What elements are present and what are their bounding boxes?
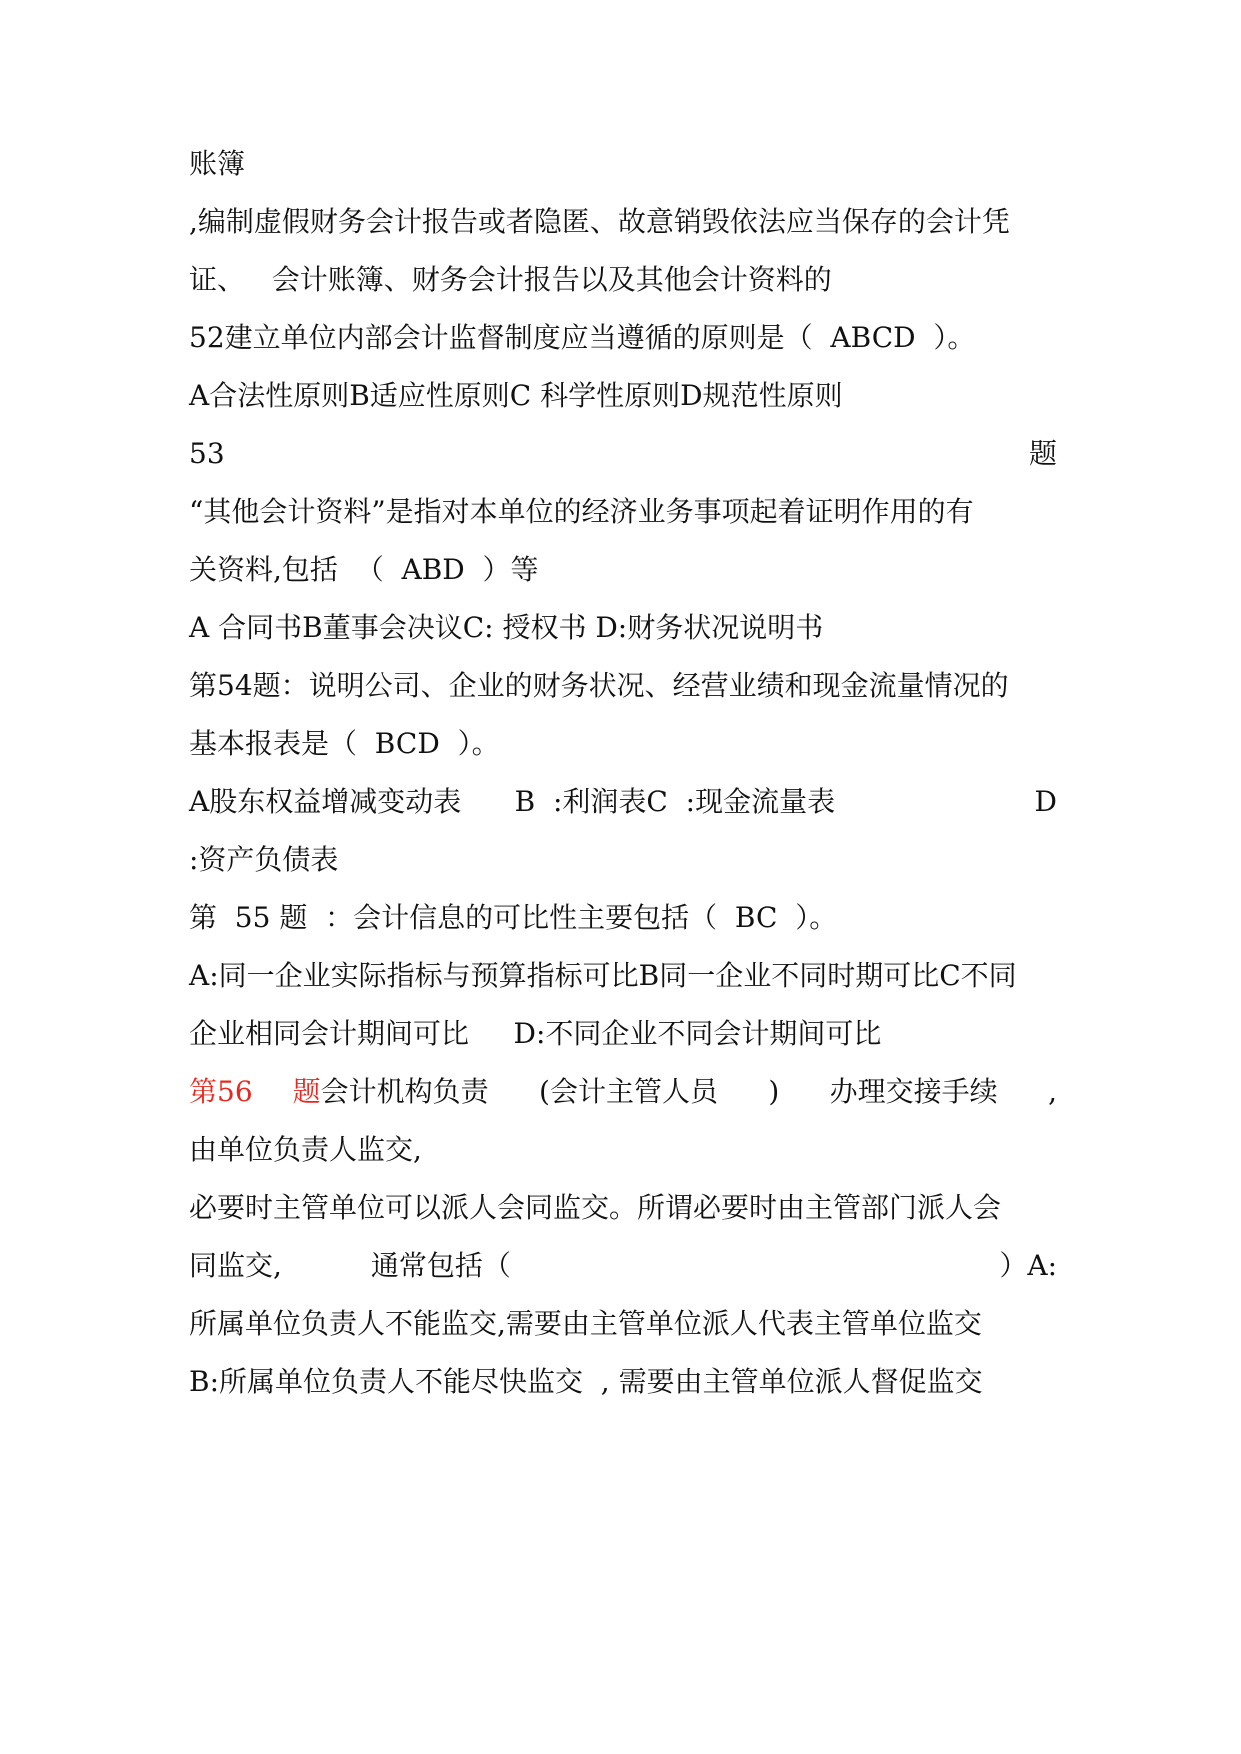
question-53-label: 题 [1028,437,1057,470]
question-53-number: 53 [189,437,225,470]
text-line: 关资料,包括 （ ABD ）等 [189,553,539,586]
text-line: :资产负债表 [189,843,339,876]
text-line: 企业相同会计期间可比 D:不同企业不同会计期间可比 [189,1017,882,1050]
text-line: 账簿 [189,147,246,180]
question-52-line: 52建立单位内部会计监督制度应当遵循的原则是（ ABCD ）。 [189,321,976,354]
option-d-label: D [1034,785,1057,818]
text-line: “其他会计资料”是指对本单位的经济业务事项起着证明作用的有 [189,495,974,528]
text-line-split [189,1246,1057,1286]
question-53-header [189,434,1057,474]
text-fragment: , [1048,1075,1057,1108]
text-line: 由单位负责人监交, [189,1133,422,1166]
text-fragment: (会计主管人员 [539,1075,718,1108]
text-line: 必要时主管单位可以派人会同监交。所谓必要时由主管部门派人会 [189,1191,1002,1224]
text-line: ,编制虚假财务会计报告或者隐匿、故意销毁依法应当保存的会计凭 [189,205,1010,238]
question-56-label: 题 [292,1075,321,1108]
text-fragment: 同监交, 通常包括（ [189,1249,511,1282]
option-text: A股东权益增减变动表 B :利润表C :现金流量表 [189,785,836,818]
text-line: 基本报表是（ BCD ）。 [189,727,500,760]
text-line: B:所属单位负责人不能尽快监交 , 需要由主管单位派人督促监交 [189,1365,983,1398]
text-fragment: 会计机构负责 [320,1075,489,1108]
text-fragment: ) [768,1075,780,1108]
text-line: 所属单位负责人不能监交,需要由主管单位派人代表主管单位监交 [189,1307,982,1340]
text-line: A 合同书B董事会决议C: 授权书 D:财务状况说明书 [189,611,824,644]
text-fragment: ）A: [999,1249,1057,1282]
text-fragment: 办理交接手续 [829,1075,998,1108]
question-56-number: 第56 [189,1075,253,1108]
question-54-line: 第54题：说明公司、企业的财务状况、经营业绩和现金流量情况的 [189,669,1009,702]
text-line: 证、 会计账簿、财务会计报告以及其他会计资料的 [189,263,832,296]
options-line [189,782,1057,822]
text-line: A:同一企业实际指标与预算指标可比B同一企业不同时期可比C不同 [189,959,1017,992]
text-line: A合法性原则B适应性原则C 科学性原则D规范性原则 [189,379,843,412]
question-55-line: 第 55 题 ：会计信息的可比性主要包括（ BC ）。 [189,901,838,934]
question-56-line [189,1072,1057,1112]
